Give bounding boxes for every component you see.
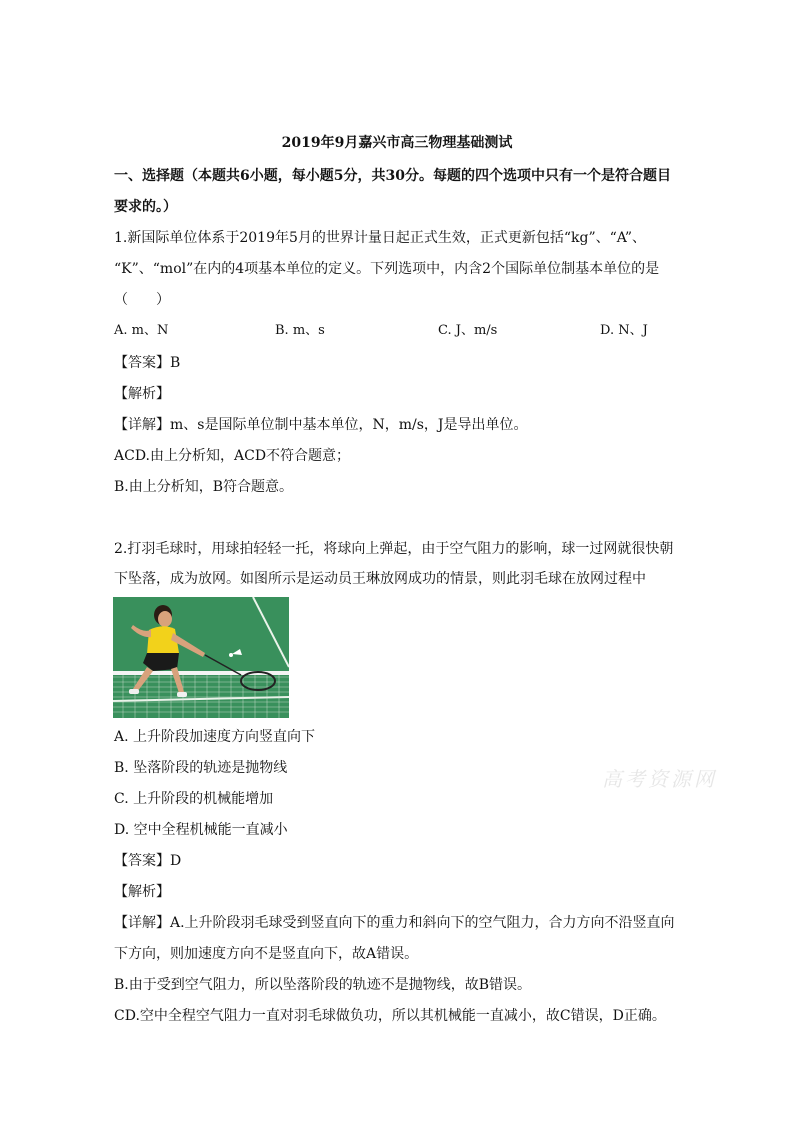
q2-option-a: A. 上升阶段加速度方向竖直向下 [114, 729, 316, 745]
watermark-text: 高考资源网 [602, 767, 717, 791]
q2-stem-line1: 2.打羽毛球时，用球拍轻轻一托，将球向上弹起，由于空气阻力的影响，球一过网就很快朝 [114, 541, 674, 557]
q1-detail-line1: 【详解】m、s是国际单位制中基本单位，N，m/s，J是导出单位。 [114, 417, 528, 433]
section-heading-line2: 要求的。） [114, 199, 177, 215]
q1-stem-line3: （ ） [114, 292, 170, 308]
q1-detail-line3: B.由上分析知，B符合题意。 [114, 479, 294, 495]
q1-options [114, 321, 714, 341]
badminton-player-illustration [113, 597, 289, 718]
q1-stem-line1: 1.新国际单位体系于2019年5月的世界计量日起正式生效，正式更新包括“kg”、“A”、 [114, 230, 647, 246]
q1-detail-line2: ACD.由上分析知，ACD不符合题意； [114, 448, 351, 464]
q2-analysis-label: 【解析】 [114, 884, 170, 900]
q1-stem-line2: “K”、“mol”在内的4项基本单位的定义。下列选项中，内含2个国际单位制基本单位的是 [114, 261, 660, 277]
q2-stem-line2: 下坠落，成为放网。如图所示是运动员王琳放网成功的情景，则此羽毛球在放网过程中 [114, 571, 646, 587]
q2-detail-line2: 下方向，则加速度方向不是竖直向下，故A错误。 [114, 946, 419, 962]
q2-detail-line4: CD.空中全程空气阻力一直对羽毛球做负功，所以其机械能一直减小，故C错误，D正确。 [114, 1008, 666, 1024]
q1-option-c: C. J、m/s [438, 323, 498, 338]
q2-option-d: D. 空中全程机械能一直减小 [114, 822, 288, 838]
badminton-photo [113, 597, 289, 718]
q1-option-b: B. m、s [275, 323, 325, 338]
q2-detail-line1: 【详解】A.上升阶段羽毛球受到竖直向下的重力和斜向下的空气阻力，合力方向不沿竖直向 [114, 915, 675, 931]
q2-option-b: B. 坠落阶段的轨迹是抛物线 [114, 760, 288, 776]
q1-analysis-label: 【解析】 [114, 386, 170, 402]
q2-option-c: C. 上升阶段的机械能增加 [114, 791, 274, 807]
q1-option-a: A. m、N [114, 323, 169, 338]
q2-answer: 【答案】D [114, 853, 182, 869]
page-title: 2019年9月嘉兴市高三物理基础测试 [281, 135, 513, 151]
section-heading-line1: 一、选择题（本题共6小题，每小题5分，共30分。每题的四个选项中只有一个是符合题目 [114, 168, 671, 184]
q1-option-d: D. N、J [600, 323, 648, 338]
q2-detail-line3: B.由于受到空气阻力，所以坠落阶段的轨迹不是抛物线，故B错误。 [114, 977, 532, 993]
q1-answer: 【答案】B [114, 355, 181, 371]
